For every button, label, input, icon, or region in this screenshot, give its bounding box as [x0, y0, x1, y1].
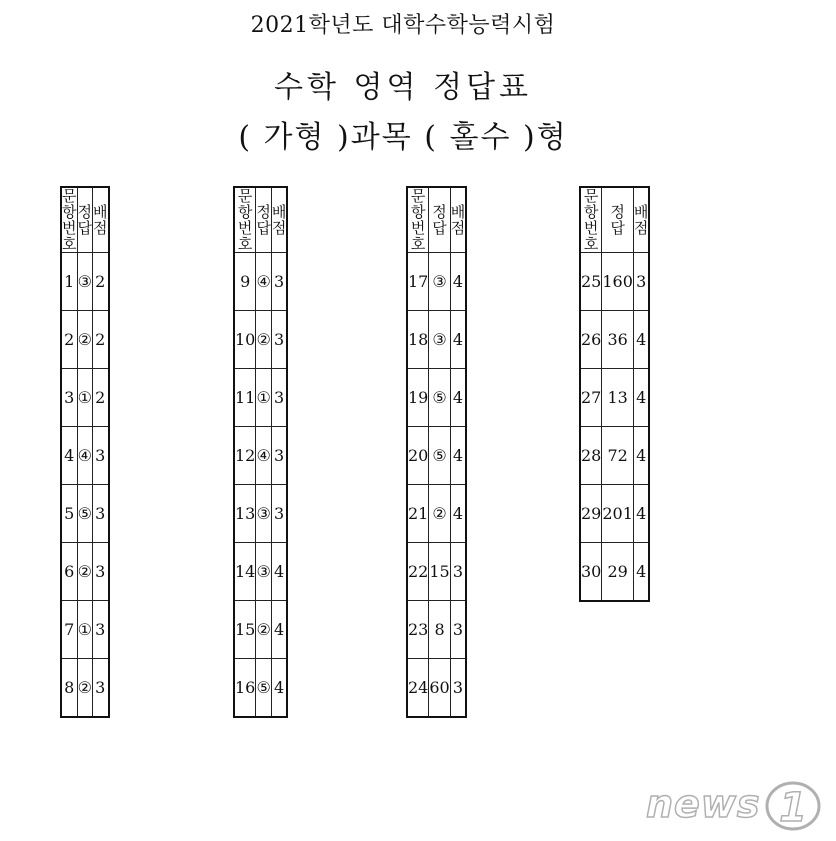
answer-block: [60, 186, 110, 718]
table-row: [234, 601, 287, 659]
table-row: [234, 311, 287, 369]
score-cell: 4: [271, 601, 287, 659]
table-row: [234, 253, 287, 311]
news1-number: 1: [779, 785, 807, 831]
question-number-cell: 26: [580, 311, 602, 369]
header-row: [407, 187, 466, 253]
question-number-cell: 2: [61, 311, 77, 369]
question-number-cell: 23: [407, 601, 429, 659]
score-cell: 4: [633, 485, 649, 543]
score-cell: 4: [633, 369, 649, 427]
answer-cell: 29: [602, 543, 634, 602]
score-cell: 3: [93, 543, 109, 601]
question-number-cell: 19: [407, 369, 429, 427]
answer-cell: ③: [256, 485, 272, 543]
score-cell: 3: [450, 659, 466, 718]
question-number-cell: 15: [234, 601, 256, 659]
answer-block: [233, 186, 288, 718]
score-cell: 4: [450, 311, 466, 369]
header-score: 배 점: [271, 187, 287, 253]
table-row: [580, 485, 649, 543]
header-score: 배 점: [450, 187, 466, 253]
question-number-cell: 6: [61, 543, 77, 601]
header-number-line1: 문항: [410, 187, 426, 221]
answer-cell: ③: [77, 253, 93, 311]
question-number-cell: 24: [407, 659, 429, 718]
score-cell: 3: [93, 659, 109, 718]
question-number-cell: 17: [407, 253, 429, 311]
table-row: [580, 543, 649, 602]
score-cell: 3: [93, 485, 109, 543]
table-row: [580, 253, 649, 311]
header-row: [234, 187, 287, 253]
question-number-cell: 22: [407, 543, 429, 601]
header-answer: 정 답: [602, 187, 634, 253]
table-row: [580, 311, 649, 369]
question-number-cell: 11: [234, 369, 256, 427]
question-number-cell: 21: [407, 485, 429, 543]
table-row: [61, 427, 109, 485]
header-question-number: [234, 187, 256, 253]
answer-cell: ②: [256, 311, 272, 369]
table-row: [580, 427, 649, 485]
table-row: [61, 601, 109, 659]
answer-cell: ③: [429, 253, 450, 311]
score-cell: 2: [93, 369, 109, 427]
table-row: [61, 311, 109, 369]
table-row: [234, 427, 287, 485]
score-cell: 3: [450, 543, 466, 601]
table-row: [61, 543, 109, 601]
header-question-number: [580, 187, 602, 253]
score-cell: 3: [450, 601, 466, 659]
table-row: [407, 369, 466, 427]
subject-type-title: ( 가형 )과목 ( 홀수 )형: [238, 120, 568, 155]
question-number-cell: 20: [407, 427, 429, 485]
score-cell: 3: [93, 601, 109, 659]
answer-cell: ⑤: [429, 369, 450, 427]
score-cell: 3: [93, 427, 109, 485]
score-cell: 4: [633, 311, 649, 369]
question-number-cell: 30: [580, 543, 602, 602]
question-number-cell: 18: [407, 311, 429, 369]
score-cell: 3: [271, 369, 287, 427]
answer-cell: ②: [77, 311, 93, 369]
table-row: [407, 601, 466, 659]
answer-cell: ①: [77, 601, 93, 659]
header-answer: 정 답: [256, 187, 272, 253]
answer-cell: ⑤: [429, 427, 450, 485]
table-row: [407, 659, 466, 718]
answer-cell: ⑤: [77, 485, 93, 543]
header-question-number: [61, 187, 77, 253]
question-number-cell: 16: [234, 659, 256, 718]
answer-cell: 8: [429, 601, 450, 659]
answer-cell: 15: [429, 543, 450, 601]
table-row: [61, 485, 109, 543]
header-question-number: [407, 187, 429, 253]
header-answer: 정 답: [77, 187, 93, 253]
header-row: [61, 187, 109, 253]
table-row: [61, 253, 109, 311]
news1-circle-icon: [760, 780, 826, 832]
header-number-line2: 번호: [410, 219, 426, 253]
score-cell: 4: [271, 543, 287, 601]
question-number-cell: 8: [61, 659, 77, 718]
question-number-cell: 7: [61, 601, 77, 659]
news1-logo-text: news: [646, 782, 761, 826]
table-row: [61, 369, 109, 427]
score-cell: 4: [450, 253, 466, 311]
table-row: [407, 427, 466, 485]
answer-cell: ④: [256, 253, 272, 311]
answer-cell: 160: [602, 253, 634, 311]
answer-block: [579, 186, 650, 602]
score-cell: 4: [633, 543, 649, 602]
header-number-line2: 번호: [237, 219, 253, 253]
answer-cell: ①: [77, 369, 93, 427]
answer-cell: ③: [429, 311, 450, 369]
question-number-cell: 27: [580, 369, 602, 427]
answer-cell: ②: [256, 601, 272, 659]
question-number-cell: 10: [234, 311, 256, 369]
question-number-cell: 3: [61, 369, 77, 427]
score-cell: 4: [633, 427, 649, 485]
answer-cell: ④: [77, 427, 93, 485]
question-number-cell: 13: [234, 485, 256, 543]
header-answer: 정 답: [429, 187, 450, 253]
question-number-cell: 4: [61, 427, 77, 485]
header-number-line1: 문항: [62, 187, 77, 221]
table-row: [407, 543, 466, 601]
answer-cell: 72: [602, 427, 634, 485]
question-number-cell: 14: [234, 543, 256, 601]
table-row: [61, 659, 109, 718]
answer-cell: 13: [602, 369, 634, 427]
score-cell: 3: [633, 253, 649, 311]
answer-cell: ⑤: [256, 659, 272, 718]
question-number-cell: 12: [234, 427, 256, 485]
question-number-cell: 5: [61, 485, 77, 543]
table-row: [580, 369, 649, 427]
header-number-line1: 문항: [583, 187, 599, 221]
table-row: [407, 253, 466, 311]
header-score: 배 점: [93, 187, 109, 253]
score-cell: 3: [271, 427, 287, 485]
answer-cell: ②: [429, 485, 450, 543]
answer-cell: ④: [256, 427, 272, 485]
header-score: 배 점: [633, 187, 649, 253]
news1-logo: [642, 780, 832, 832]
table-row: [407, 311, 466, 369]
header-number-line2: 번호: [583, 219, 599, 253]
table-row: [234, 485, 287, 543]
score-cell: 3: [271, 253, 287, 311]
answer-cell: ②: [77, 659, 93, 718]
table-row: [234, 659, 287, 718]
score-cell: 4: [450, 369, 466, 427]
table-row: [407, 485, 466, 543]
table-row: [234, 543, 287, 601]
score-cell: 2: [93, 253, 109, 311]
page-title: 수학 영역 정답표: [274, 70, 532, 105]
question-number-cell: 25: [580, 253, 602, 311]
question-number-cell: 9: [234, 253, 256, 311]
score-cell: 2: [93, 311, 109, 369]
answer-cell: ②: [77, 543, 93, 601]
score-cell: 3: [271, 311, 287, 369]
header-number-line1: 문항: [237, 187, 253, 221]
score-cell: 3: [271, 485, 287, 543]
header-number-line2: 번호: [62, 219, 77, 253]
answer-cell: ①: [256, 369, 272, 427]
answer-cell: 36: [602, 311, 634, 369]
header-row: [580, 187, 649, 253]
answer-block: [406, 186, 467, 718]
score-cell: 4: [450, 485, 466, 543]
table-row: [234, 369, 287, 427]
answer-cell: ③: [256, 543, 272, 601]
answer-cell: 201: [602, 485, 634, 543]
question-number-cell: 29: [580, 485, 602, 543]
score-cell: 4: [450, 427, 466, 485]
score-cell: 4: [271, 659, 287, 718]
answer-cell: 60: [429, 659, 450, 718]
question-number-cell: 28: [580, 427, 602, 485]
question-number-cell: 1: [61, 253, 77, 311]
exam-title: 2021학년도 대학수학능력시험: [250, 13, 556, 38]
